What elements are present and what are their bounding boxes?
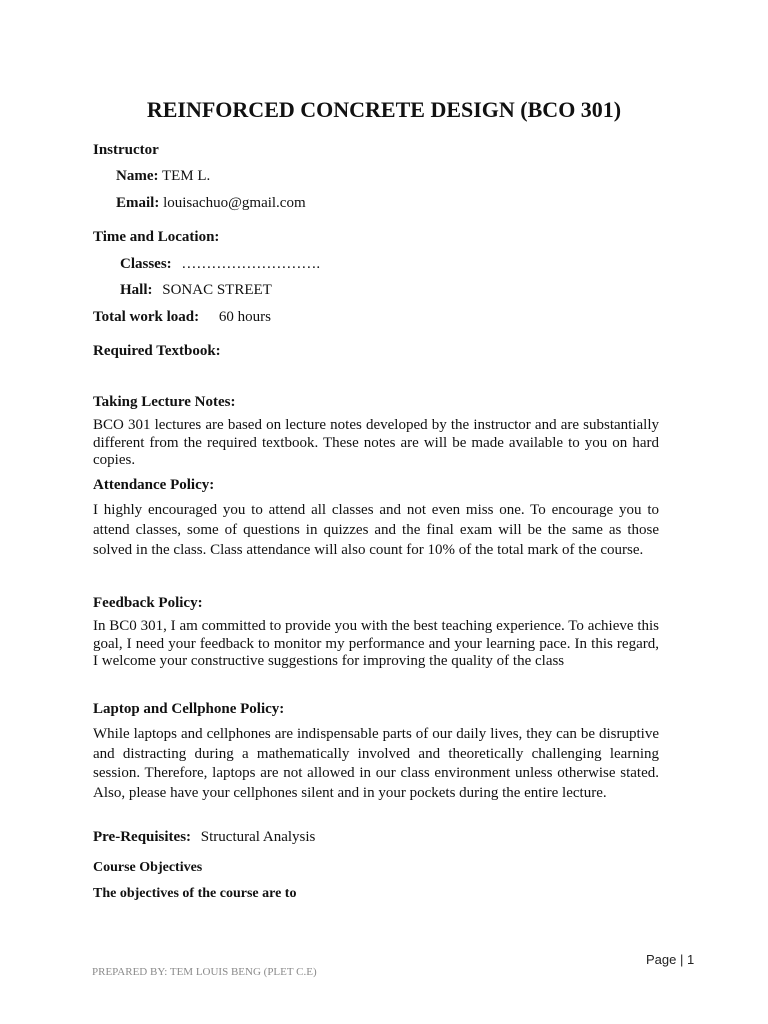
- classes-label: Classes:: [120, 256, 172, 272]
- objectives-intro: The objectives of the course are to: [93, 886, 297, 901]
- feedback-heading: Feedback Policy:: [93, 595, 203, 611]
- objectives-heading: Course Objectives: [93, 860, 203, 875]
- document-title: REINFORCED CONCRETE DESIGN (BCO 301): [146, 97, 622, 122]
- laptop-paragraph: While laptops and cellphones are indispensable parts of our daily lives, they can be disruptive and distracting during a mathematically involved and theoretically challenging learning session. Therefore, laptops are not allowed in our class environment unless otherwise stated. Also, please have your cellphones silent and in your pockets during the entire lecture.: [93, 726, 659, 801]
- name-value: TEM L.: [161, 168, 211, 184]
- attendance-heading: Attendance Policy:: [93, 477, 215, 493]
- name-label: Name:: [116, 168, 159, 184]
- attendance-paragraph: I highly encouraged you to attend all classes and not even miss one. To encourage you to attend classes, some of questions in quizzes and the final exam will be the same as those solved in the class. Class attendance will also count for 10% of the total mark of the course.: [93, 502, 659, 558]
- prerequisites-value: Structural Analysis: [200, 829, 316, 845]
- hall-value: SONAC STREET: [162, 282, 272, 298]
- instructor-email-line: [116, 194, 306, 212]
- hall-label: Hall:: [120, 282, 153, 298]
- instructor-name-line: [116, 167, 210, 185]
- prepared-by-footer: PREPARED BY: TEM LOUIS BENG (PLET C.E): [92, 966, 317, 978]
- textbook-heading: Required Textbook:: [93, 343, 221, 359]
- work-load-line: [93, 308, 271, 326]
- instructor-heading: Instructor: [93, 142, 159, 158]
- classes-value: ……………………….: [181, 256, 321, 272]
- prerequisites-line: [93, 828, 315, 846]
- feedback-paragraph: In BC0 301, I am committed to provide you with the best teaching experience. To achieve this goal, I need your feedback to monitor my performance and your learning pace. In this regard, I welcome your constructive suggestions for improving the quality of the class: [93, 618, 659, 669]
- work-load-value: 60 hours: [218, 309, 271, 325]
- classes-line: [120, 255, 320, 273]
- lecture-notes-paragraph: BCO 301 lectures are based on lecture notes developed by the instructor and are substantially different from the required textbook. These notes are will be made available to you on hard copies.: [93, 417, 659, 468]
- hall-line: [120, 281, 272, 299]
- time-location-heading: Time and Location:: [93, 229, 220, 245]
- lecture-notes-heading: Taking Lecture Notes:: [93, 394, 236, 410]
- email-value: louisachuo@gmail.com: [163, 195, 306, 211]
- email-label: Email:: [116, 195, 160, 211]
- work-load-label: Total work load:: [93, 309, 200, 325]
- laptop-heading: Laptop and Cellphone Policy:: [93, 701, 285, 717]
- prerequisites-label: Pre-Requisites:: [93, 829, 192, 845]
- page-number: Page | 1: [646, 952, 695, 967]
